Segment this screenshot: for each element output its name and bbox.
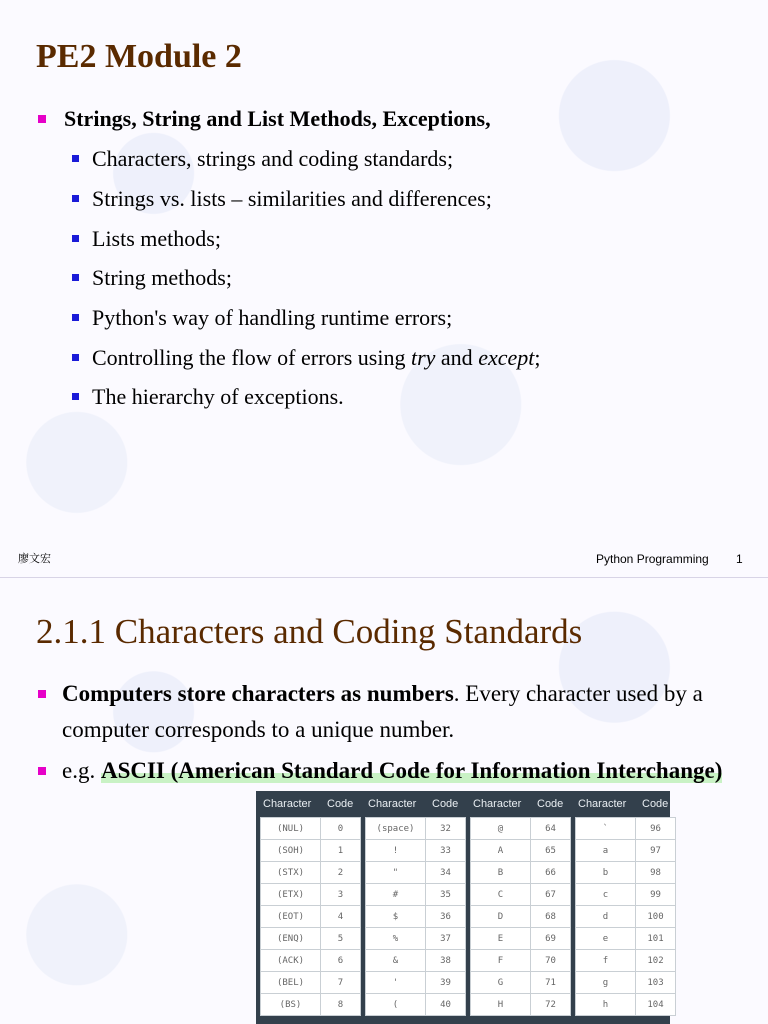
- ascii-character-cell: (ACK): [261, 950, 321, 972]
- ascii-character-cell: d: [576, 906, 636, 928]
- ascii-rows: [470, 817, 571, 1016]
- ascii-rows: [575, 817, 676, 1016]
- ascii-column-header: [470, 791, 571, 817]
- ascii-code-cell: 70: [531, 950, 571, 972]
- ascii-character-cell: (STX): [261, 862, 321, 884]
- sub-bullet-text: Python's way of handling runtime errors;: [92, 305, 453, 330]
- ascii-character-cell: g: [576, 972, 636, 994]
- table-row: [471, 840, 571, 862]
- header-code: Code: [537, 798, 564, 810]
- bullet-square-icon: [72, 274, 79, 281]
- ascii-character-cell: b: [576, 862, 636, 884]
- ascii-code-cell: 69: [531, 928, 571, 950]
- ascii-code-cell: 101: [636, 928, 676, 950]
- bullet-square-icon: [38, 767, 46, 775]
- ascii-table: [256, 791, 670, 1024]
- ascii-character-cell: &: [366, 950, 426, 972]
- sub-bullet: [72, 345, 540, 371]
- ascii-character-cell: @: [471, 818, 531, 840]
- ascii-character-cell: (EOT): [261, 906, 321, 928]
- header-character: Character: [473, 798, 522, 810]
- ascii-character-cell: f: [576, 950, 636, 972]
- ascii-character-cell: $: [366, 906, 426, 928]
- table-row: [366, 884, 466, 906]
- ascii-character-cell: E: [471, 928, 531, 950]
- ascii-code-cell: 5: [321, 928, 361, 950]
- ascii-column: [470, 791, 571, 1024]
- table-row: [366, 840, 466, 862]
- sub-bullet: [72, 146, 453, 172]
- emphasis-text: Computers store characters as numbers: [62, 681, 454, 706]
- ascii-code-cell: 39: [426, 972, 466, 994]
- ascii-code-cell: 4: [321, 906, 361, 928]
- sub-bullet-text-part: and: [435, 345, 479, 370]
- table-row: [471, 862, 571, 884]
- ascii-column-header: [575, 791, 676, 817]
- ascii-code-cell: 71: [531, 972, 571, 994]
- table-row: [471, 950, 571, 972]
- ascii-character-cell: F: [471, 950, 531, 972]
- ascii-code-cell: 38: [426, 950, 466, 972]
- table-row: [261, 950, 361, 972]
- footer-author: 廖文宏: [18, 552, 51, 565]
- ascii-column: [575, 791, 676, 1024]
- table-row: [366, 906, 466, 928]
- table-row: [576, 906, 676, 928]
- main-bullet-text: Strings, String and List Methods, Exceptions,: [64, 106, 491, 131]
- sub-bullet: [72, 305, 452, 331]
- table-row: [366, 928, 466, 950]
- sub-bullet-text-part: Controlling the flow of errors using: [92, 345, 411, 370]
- table-row: [366, 994, 466, 1016]
- bullet-square-icon: [72, 155, 79, 162]
- ascii-character-cell: (BEL): [261, 972, 321, 994]
- ascii-code-cell: 96: [636, 818, 676, 840]
- ascii-rows: [260, 817, 361, 1016]
- sub-bullet-text: Characters, strings and coding standards;: [92, 146, 454, 171]
- ascii-code-cell: 3: [321, 884, 361, 906]
- ascii-code-cell: 97: [636, 840, 676, 862]
- sub-bullet-text: The hierarchy of exceptions.: [92, 384, 344, 409]
- bullet-square-icon: [72, 314, 79, 321]
- bullet-square-icon: [38, 690, 46, 698]
- header-code: Code: [642, 798, 669, 810]
- ascii-character-cell: #: [366, 884, 426, 906]
- paragraph-bullet: [38, 676, 738, 748]
- table-row: [471, 906, 571, 928]
- sub-bullet: [72, 265, 232, 291]
- sub-bullet-text: Lists methods;: [92, 226, 221, 251]
- ascii-character-cell: `: [576, 818, 636, 840]
- prefix-text: e.g.: [62, 758, 101, 783]
- bullet-square-icon: [38, 115, 46, 123]
- sub-bullet-text-part: ;: [534, 345, 541, 370]
- ascii-character-cell: h: [576, 994, 636, 1016]
- table-row: [576, 950, 676, 972]
- table-row: [576, 928, 676, 950]
- table-row: [471, 928, 571, 950]
- ascii-character-cell: %: [366, 928, 426, 950]
- header-code: Code: [327, 798, 354, 810]
- table-row: [576, 862, 676, 884]
- ascii-character-cell: H: [471, 994, 531, 1016]
- ascii-character-cell: (ETX): [261, 884, 321, 906]
- sub-bullet: [72, 384, 344, 410]
- table-row: [261, 906, 361, 928]
- ascii-code-cell: 64: [531, 818, 571, 840]
- table-row: [261, 972, 361, 994]
- slide-title: 2.1.1 Characters and Coding Standards: [36, 612, 583, 651]
- ascii-character-cell: (NUL): [261, 818, 321, 840]
- ascii-column-header: [365, 791, 466, 817]
- bullet-square-icon: [72, 195, 79, 202]
- ascii-code-cell: 6: [321, 950, 361, 972]
- table-row: [261, 928, 361, 950]
- table-row: [261, 862, 361, 884]
- ascii-character-cell: e: [576, 928, 636, 950]
- table-row: [576, 840, 676, 862]
- ascii-code-cell: 35: [426, 884, 466, 906]
- ascii-code-cell: 2: [321, 862, 361, 884]
- table-row: [366, 862, 466, 884]
- sub-bullet: [72, 186, 492, 212]
- table-row: [366, 818, 466, 840]
- ascii-column-header: [260, 791, 361, 817]
- ascii-character-cell: (: [366, 994, 426, 1016]
- header-character: Character: [578, 798, 627, 810]
- ascii-code-cell: 98: [636, 862, 676, 884]
- ascii-code-cell: 37: [426, 928, 466, 950]
- ascii-character-cell: (ENQ): [261, 928, 321, 950]
- table-row: [576, 818, 676, 840]
- ascii-code-cell: 67: [531, 884, 571, 906]
- bullet-square-icon: [72, 235, 79, 242]
- sub-bullet-text: String methods;: [92, 265, 232, 290]
- ascii-character-cell: G: [471, 972, 531, 994]
- keyword-try: try: [410, 345, 436, 370]
- bullet-square-icon: [72, 393, 79, 400]
- sub-bullet-text: Strings vs. lists – similarities and differences;: [92, 186, 492, 211]
- table-row: [576, 994, 676, 1016]
- ascii-character-cell: C: [471, 884, 531, 906]
- keyword-except: except: [478, 345, 535, 370]
- ascii-code-cell: 32: [426, 818, 466, 840]
- table-row: [576, 972, 676, 994]
- ascii-code-cell: 72: [531, 994, 571, 1016]
- ascii-code-cell: 34: [426, 862, 466, 884]
- table-row: [576, 884, 676, 906]
- ascii-character-cell: c: [576, 884, 636, 906]
- ascii-code-cell: 100: [636, 906, 676, 928]
- ascii-column: [365, 791, 466, 1024]
- ascii-code-cell: 66: [531, 862, 571, 884]
- ascii-character-cell: B: [471, 862, 531, 884]
- table-row: [471, 994, 571, 1016]
- ascii-code-cell: 0: [321, 818, 361, 840]
- ascii-character-cell: A: [471, 840, 531, 862]
- table-row: [261, 884, 361, 906]
- table-row: [471, 818, 571, 840]
- ascii-rows: [365, 817, 466, 1016]
- highlighted-text: ASCII (American Standard Code for Information Interchange): [100, 758, 723, 783]
- slide-2: [0, 578, 768, 1024]
- table-row: [471, 884, 571, 906]
- ascii-code-cell: 33: [426, 840, 466, 862]
- page-number: 1: [736, 552, 743, 566]
- ascii-code-cell: 65: [531, 840, 571, 862]
- ascii-code-cell: 103: [636, 972, 676, 994]
- table-row: [366, 972, 466, 994]
- table-row: [471, 972, 571, 994]
- ascii-code-cell: 40: [426, 994, 466, 1016]
- paragraph-rest: . Every character used by a computer corresponds to a unique number.: [62, 681, 703, 742]
- ascii-code-cell: 36: [426, 906, 466, 928]
- ascii-code-cell: 102: [636, 950, 676, 972]
- paragraph-text: [62, 753, 738, 789]
- ascii-character-cell: (space): [366, 818, 426, 840]
- table-row: [366, 950, 466, 972]
- ascii-code-cell: 68: [531, 906, 571, 928]
- header-code: Code: [432, 798, 459, 810]
- table-row: [261, 840, 361, 862]
- ascii-code-cell: 104: [636, 994, 676, 1016]
- ascii-code-cell: 1: [321, 840, 361, 862]
- ascii-character-cell: a: [576, 840, 636, 862]
- paragraph-bullet: [38, 753, 738, 789]
- header-character: Character: [263, 798, 312, 810]
- ascii-character-cell: (BS): [261, 994, 321, 1016]
- table-row: [261, 818, 361, 840]
- paragraph-text: [62, 676, 738, 748]
- footer-course: Python Programming: [596, 552, 709, 566]
- table-row: [261, 994, 361, 1016]
- ascii-character-cell: ': [366, 972, 426, 994]
- ascii-character-cell: !: [366, 840, 426, 862]
- ascii-character-cell: D: [471, 906, 531, 928]
- ascii-column: [260, 791, 361, 1024]
- ascii-character-cell: (SOH): [261, 840, 321, 862]
- ascii-code-cell: 99: [636, 884, 676, 906]
- ascii-code-cell: 8: [321, 994, 361, 1016]
- sub-bullet: [72, 226, 221, 252]
- ascii-code-cell: 7: [321, 972, 361, 994]
- slide-title: PE2 Module 2: [36, 38, 242, 75]
- bullet-square-icon: [72, 354, 79, 361]
- ascii-character-cell: ": [366, 862, 426, 884]
- header-character: Character: [368, 798, 417, 810]
